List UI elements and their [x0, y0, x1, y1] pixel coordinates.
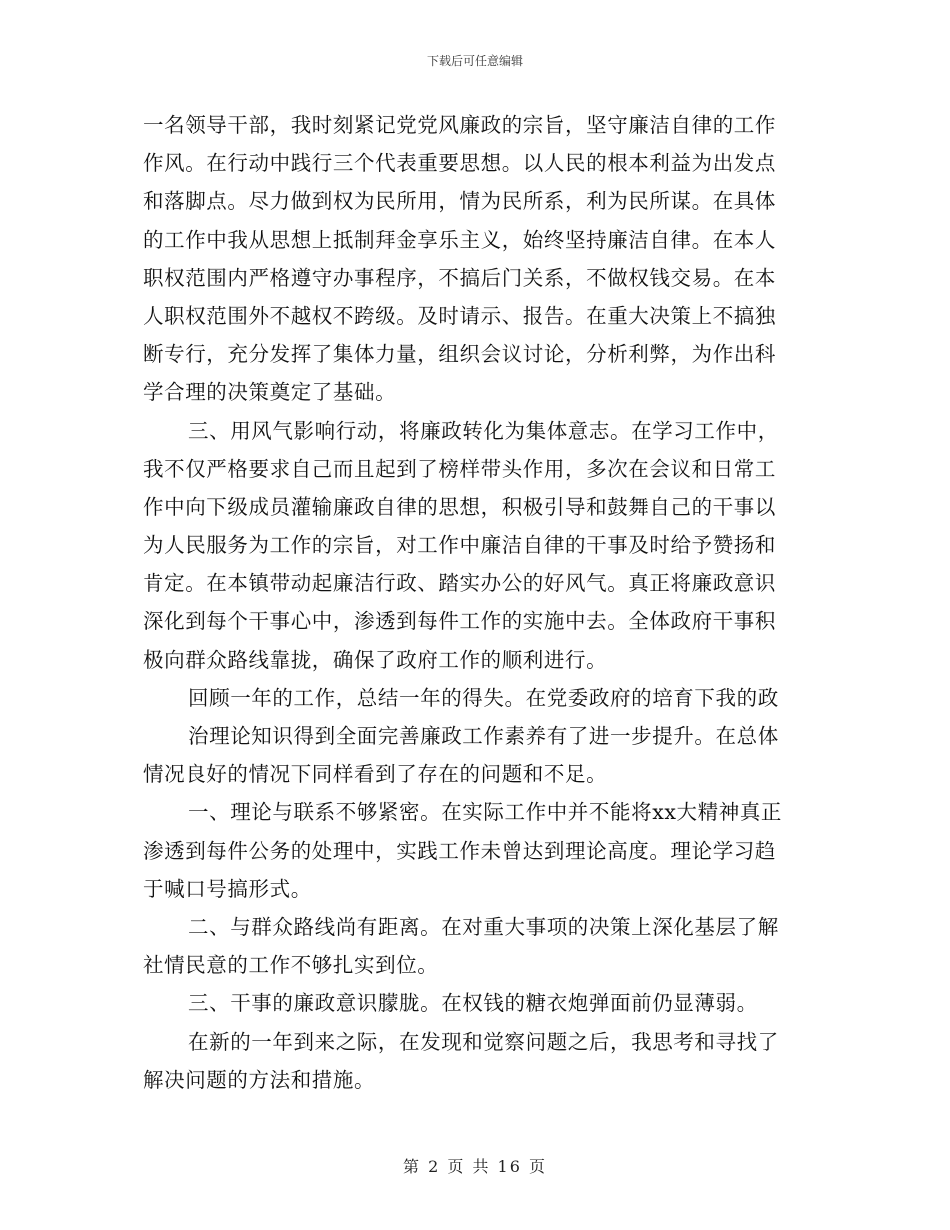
text-line: 解决问题的方法和措施。 [143, 1067, 376, 1092]
page-header: 下载后可任意编辑 [426, 54, 523, 68]
text-line: 在新的一年到来之际，在发现和觉察问题之后，我思考和寻找了 [188, 1029, 779, 1054]
page-footer: 第 2 页 共 16 页 [403, 1157, 547, 1176]
document-body [143, 106, 808, 1099]
text-line: 我不仅严格要求自己而且起到了榜样带头作用，多次在会议和日常工 [143, 456, 776, 481]
text-line: 极向群众路线靠拢，确保了政府工作的顺利进行。 [143, 647, 608, 672]
text-line: 二、与群众路线尚有距离。在对重大事项的决策上深化基层了解 [188, 914, 779, 939]
text-line: 一名领导干部，我时刻紧记党党风廉政的宗旨，坚守廉洁自律的工作 [143, 113, 776, 137]
text-line: 三、干事的廉政意识朦胧。在权钱的糖衣炮弹面前仍显薄弱。 [188, 991, 758, 1016]
text-line: 人职权范围外不越权不跨级。及时请示、报告。在重大决策上不搞独 [143, 303, 776, 328]
text-line: 职权范围内严格遵守办事程序，不搞后门关系，不做权钱交易。在本 [143, 265, 776, 290]
text-line: 回顾一年的工作，总结一年的得失。在党委政府的培育下我的政 [188, 685, 779, 710]
text-line: 情况良好的情况下同样看到了存在的问题和不足。 [143, 762, 608, 787]
text-line: 和落脚点。尽力做到权为民所用，情为民所系，利为民所谋。在具体 [143, 189, 776, 214]
text-line: 一、理论与联系不够紧密。在实际工作中并不能将xx大精神真正 [188, 800, 783, 825]
text-line: 作中向下级成员灌输廉政自律的思想，积极引导和鼓舞自己的干事以 [143, 494, 776, 519]
text-line: 深化到每个干事心中，渗透到每件工作的实施中去。全体政府干事积 [143, 609, 776, 634]
text-line: 肯定。在本镇带动起廉洁行政、踏实办公的好风气。真正将廉政意识 [143, 571, 776, 596]
text-line: 渗透到每件公务的处理中，实践工作未曾达到理论高度。理论学习趋 [143, 838, 776, 863]
text-line: 学合理的决策奠定了基础。 [143, 380, 397, 405]
text-line: 作风。在行动中践行三个代表重要思想。以人民的根本利益为出发点 [143, 151, 776, 176]
text-line: 社情民意的工作不够扎实到位。 [143, 953, 439, 978]
text-line: 治理论知识得到全面完善廉政工作素养有了进一步提升。在总体 [188, 724, 779, 748]
text-line: 为人民服务为工作的宗旨，对工作中廉洁自律的干事及时给予赞扬和 [143, 533, 776, 558]
text-line: 三、用风气影响行动，将廉政转化为集体意志。在学习工作中， [188, 418, 779, 443]
text-line: 断专行，充分发挥了集体力量，组织会议讨论，分析利弊，为作出科 [143, 342, 776, 367]
text-line: 的工作中我从思想上抵制拜金享乐主义，始终坚持廉洁自律。在本人 [143, 227, 776, 252]
text-line: 于喊口号搞形式。 [143, 876, 312, 901]
